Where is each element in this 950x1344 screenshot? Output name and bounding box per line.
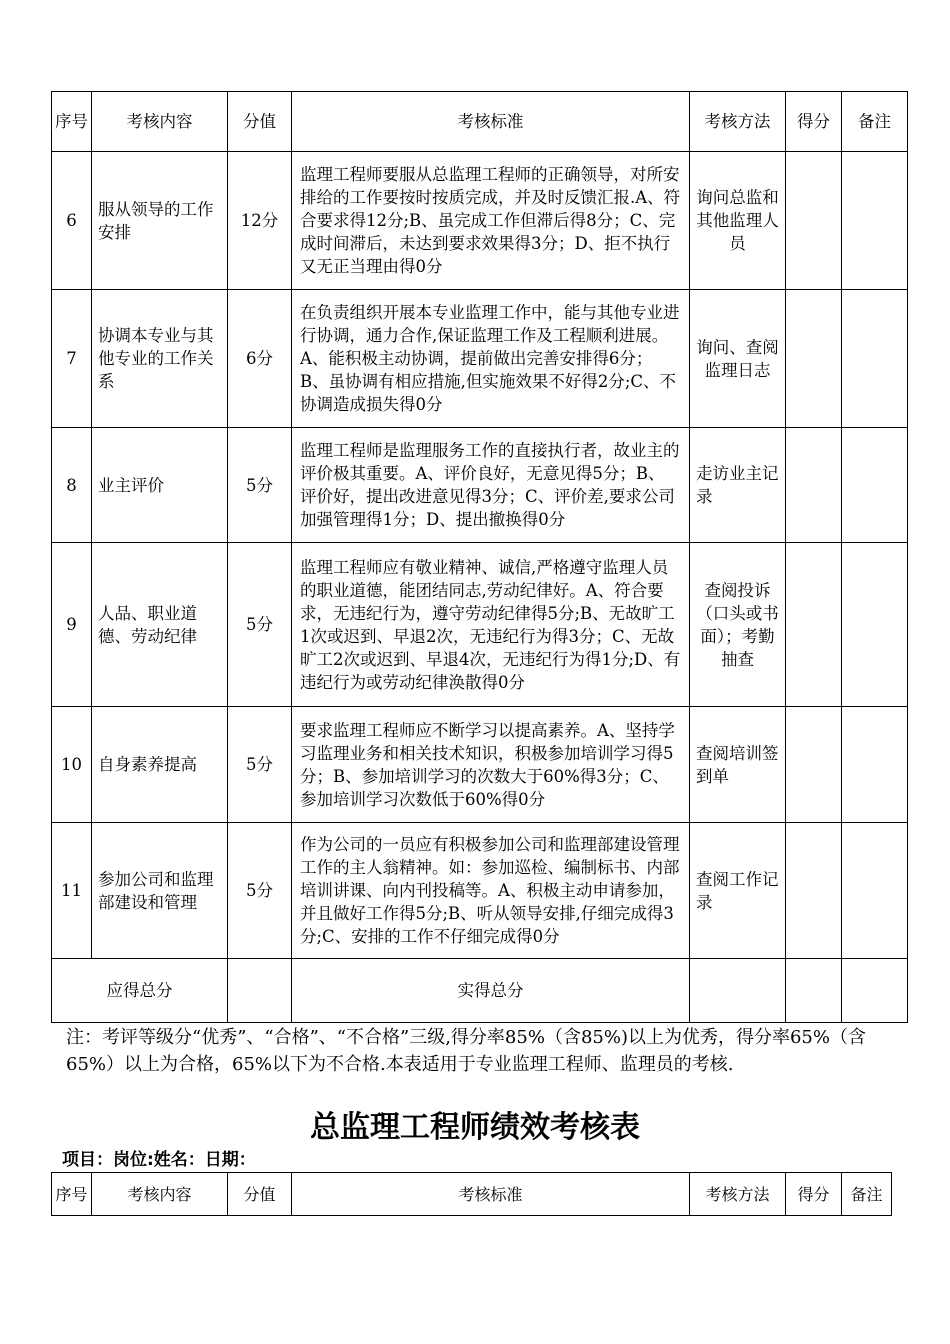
assessment-table [51, 91, 908, 1023]
row-no: 8 [52, 428, 92, 543]
row-value: 5分 [228, 543, 292, 707]
total-score-cell [786, 959, 842, 1023]
row-content: 自身素养提高 [92, 707, 228, 823]
row-value: 5分 [228, 823, 292, 959]
header-content: 考核内容 [92, 92, 228, 152]
header-standard: 考核标准 [292, 1173, 690, 1216]
row-remark-cell [842, 823, 908, 959]
header-score: 得分 [786, 92, 842, 152]
row-standard: 要求监理工程师应不断学习以提高素养。A、坚持学习监理业务和相关技术知识，积极参加培训学习得5分；B、参加培训学习的次数大于60%得3分；C、参加培训学习次数低于60%得0分 [292, 707, 690, 823]
header-no: 序号 [52, 1173, 92, 1216]
total-remark-cell [842, 959, 908, 1023]
row-value: 12分 [228, 152, 292, 290]
row-standard: 作为公司的一员应有积极参加公司和监理部建设管理工作的主人翁精神。如：参加巡检、编制标书、内部培训讲课、向内刊投稿等。A、积极主动申请参加，并且做好工作得5分;B、听从领导安排,仔细完成得3分;C、安排的工作不仔细完成得0分 [292, 823, 690, 959]
row-method: 走访业主记录 [690, 428, 786, 543]
row-score-cell [786, 543, 842, 707]
expected-total-label: 应得总分 [52, 959, 228, 1023]
row-method: 查阅培训签到单 [690, 707, 786, 823]
table-row [52, 823, 908, 959]
table-row [52, 428, 908, 543]
row-value: 5分 [228, 707, 292, 823]
header-method: 考核方法 [690, 1173, 786, 1216]
rating-note: 注：考评等级分“优秀”、“合格”、“不合格”三级,得分率85%（含85%)以上为优秀，得分率65%（含65%）以上为合格，65%以下为不合格.本表适用于专业监理工程师、监理员的考核. [66, 1027, 866, 1075]
row-score-cell [786, 707, 842, 823]
expected-total-value [228, 959, 292, 1023]
header-content: 考核内容 [92, 1173, 228, 1216]
header-score: 得分 [786, 1173, 842, 1216]
row-method: 查阅工作记录 [690, 823, 786, 959]
row-standard: 监理工程师是监理服务工作的直接执行者，故业主的评价极其重要。A、评价良好，无意见得5分；B、评价好，提出改进意见得3分；C、评价差,要求公司加强管理得1分；D、提出撤换得0分 [292, 428, 690, 543]
table-header-row [52, 1173, 892, 1216]
row-content: 参加公司和监理部建设和管理 [92, 823, 228, 959]
header-score-value: 分值 [228, 1173, 292, 1216]
row-content: 人品、职业道德、劳动纪律 [92, 543, 228, 707]
second-table-meta: 项目：岗位:姓名：日期： [62, 1150, 256, 1170]
actual-total-value [690, 959, 786, 1023]
chief-assessment-table [51, 1172, 892, 1216]
row-method: 询问总监和其他监理人员 [690, 152, 786, 290]
row-no: 10 [52, 707, 92, 823]
table-row [52, 152, 908, 290]
row-no: 6 [52, 152, 92, 290]
table-row [52, 290, 908, 428]
header-score-value: 分值 [228, 92, 292, 152]
row-value: 5分 [228, 428, 292, 543]
row-remark-cell [842, 428, 908, 543]
second-table-title: 总监理工程师绩效考核表 [310, 1110, 640, 1145]
row-remark-cell [842, 543, 908, 707]
row-score-cell [786, 428, 842, 543]
row-remark-cell [842, 290, 908, 428]
row-no: 9 [52, 543, 92, 707]
table-row [52, 707, 908, 823]
row-method: 查阅投诉（口头或书面）；考勤抽查 [690, 543, 786, 707]
row-value: 6分 [228, 290, 292, 428]
table-row [52, 543, 908, 707]
header-method: 考核方法 [690, 92, 786, 152]
totals-row [52, 959, 908, 1023]
row-no: 7 [52, 290, 92, 428]
row-method: 询问、查阅监理日志 [690, 290, 786, 428]
row-score-cell [786, 290, 842, 428]
row-no: 11 [52, 823, 92, 959]
table-header-row [52, 92, 908, 152]
header-standard: 考核标准 [292, 92, 690, 152]
row-score-cell [786, 152, 842, 290]
header-remark: 备注 [842, 1173, 892, 1216]
row-standard: 监理工程师要服从总监理工程师的正确领导，对所安排给的工作要按时按质完成，并及时反馈汇报.A、符合要求得12分;B、虽完成工作但滞后得8分；C、完成时间滞后，未达到要求效果得3分；D、拒不执行又无正当理由得0分 [292, 152, 690, 290]
row-content: 协调本专业与其他专业的工作关系 [92, 290, 228, 428]
row-standard: 在负责组织开展本专业监理工作中，能与其他专业进行协调，通力合作,保证监理工作及工程顺利进展。A、能积极主动协调，提前做出完善安排得6分；B、虽协调有相应措施,但实施效果不好得2分;C、不协调造成损失得0分 [292, 290, 690, 428]
actual-total-label: 实得总分 [292, 959, 690, 1023]
row-content: 服从领导的工作安排 [92, 152, 228, 290]
row-score-cell [786, 823, 842, 959]
header-remark: 备注 [842, 92, 908, 152]
row-standard: 监理工程师应有敬业精神、诚信,严格遵守监理人员的职业道德，能团结同志,劳动纪律好。A、符合要求，无违纪行为，遵守劳动纪律得5分;B、无故旷工1次或迟到、早退2次，无违纪行为得3分；C、无故旷工2次或迟到、早退4次，无违纪行为得1分;D、有违纪行为或劳动纪律涣散得0分 [292, 543, 690, 707]
header-no: 序号 [52, 92, 92, 152]
row-content: 业主评价 [92, 428, 228, 543]
row-remark-cell [842, 707, 908, 823]
row-remark-cell [842, 152, 908, 290]
